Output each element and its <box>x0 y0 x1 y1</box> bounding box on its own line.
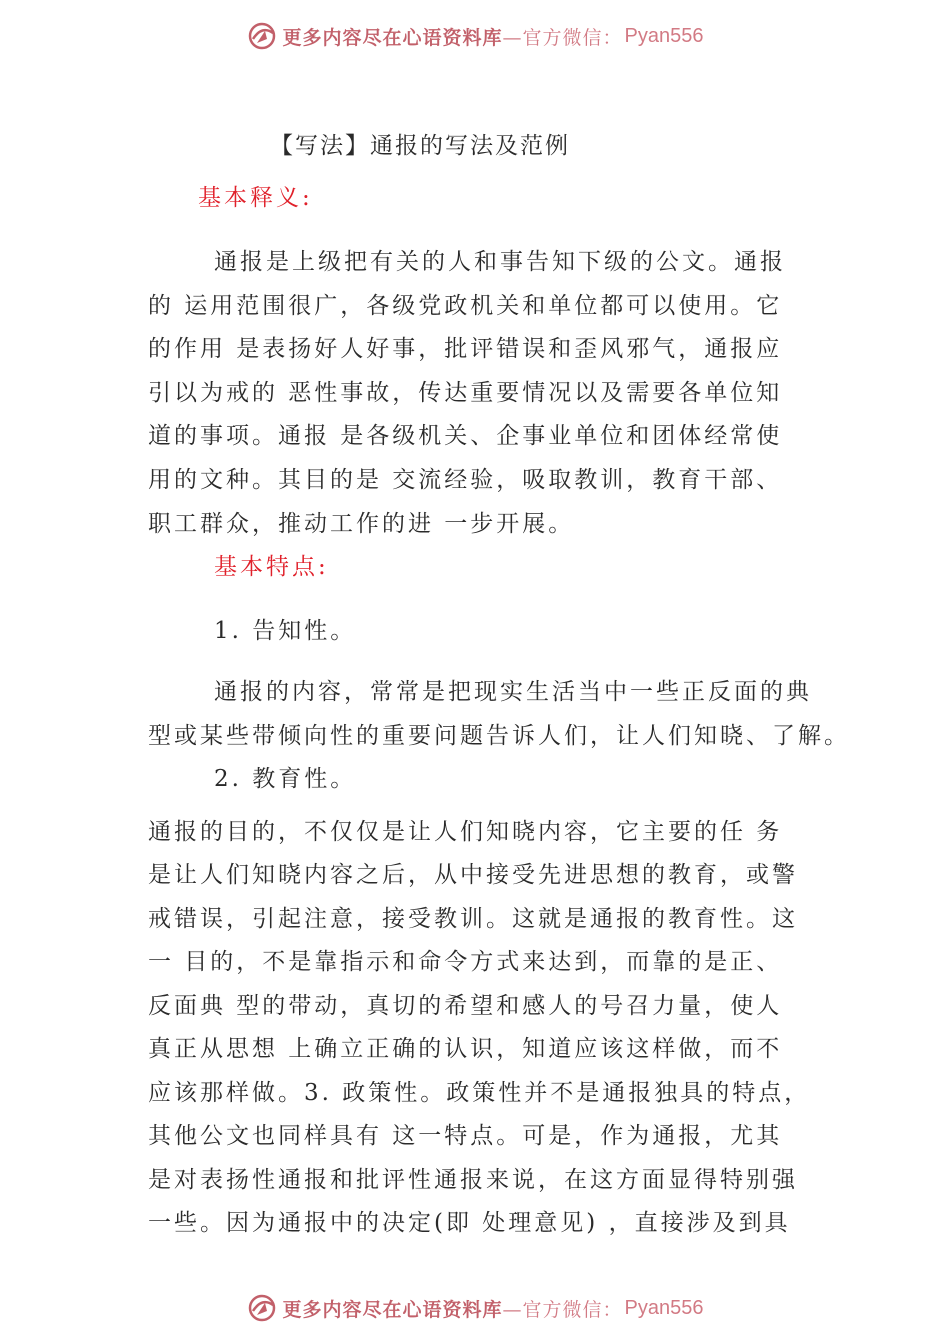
paragraph-line: 的作用 是表扬好人好事，批评错误和歪风邪气，通报应 <box>148 336 783 362</box>
watermark-contact: —官方微信： <box>502 26 623 49</box>
paragraph-line: 通报的内容，常常是把现实生活当中一些正反面的典 <box>214 679 812 705</box>
section-heading-definition: 基本释义: <box>198 185 313 211</box>
paragraph-line: 职工群众，推动工作的进 一步开展。 <box>148 511 575 537</box>
paragraph-line: 反面典 型的带动，真切的希望和感人的号召力量，使人 <box>148 993 783 1019</box>
paragraph-line: 一些。因为通报中的决定(即 处理意见) ，直接涉及到具 <box>148 1210 791 1236</box>
paragraph-line: 是让人们知晓内容之后，从中接受先进思想的教育，或警 <box>148 862 798 888</box>
paragraph-line: 其他公文也同样具有 这一特点。可是，作为通报，尤其 <box>148 1123 783 1149</box>
paragraph-line: 用的文种。其目的是 交流经验，吸取教训，教育干部、 <box>148 467 783 493</box>
document-title: 【写法】通报的写法及范例 <box>270 133 570 159</box>
paragraph-line: 引以为戒的 恶性事故，传达重要情况以及需要各单位知 <box>148 380 783 406</box>
paragraph-line: 型或某些带倾向性的重要问题告诉人们，让人们知晓、了解。 <box>148 723 850 749</box>
footer-watermark <box>0 1288 950 1328</box>
paragraph-line: 戒错误，引起注意，接受教训。这就是通报的教育性。这 <box>148 906 798 932</box>
list-item-heading: 2. 教育性。 <box>214 766 357 792</box>
watermark-contact: —官方微信： <box>502 1298 623 1321</box>
paragraph-line: 通报是上级把有关的人和事告知下级的公文。通报 <box>214 249 786 275</box>
list-item-heading: 1. 告知性。 <box>214 618 357 644</box>
brand-logo-icon <box>247 1293 277 1323</box>
paragraph-line: 一 目的，不是靠指示和命令方式来达到，而靠的是正、 <box>148 949 783 975</box>
paragraph-line: 真正从思想 上确立正确的认识，知道应该这样做，而不 <box>148 1036 783 1062</box>
watermark-brand: 更多内容尽在心语资料库 <box>282 26 503 49</box>
watermark-brand: 更多内容尽在心语资料库 <box>282 1298 503 1321</box>
brand-logo-icon <box>247 21 277 51</box>
watermark-id: Pyan556 <box>624 24 704 47</box>
section-heading-features: 基本特点: <box>214 554 329 580</box>
paragraph-line: 的 运用范围很广，各级党政机关和单位都可以使用。它 <box>148 293 783 319</box>
paragraph-line: 应该那样做。3. 政策性。政策性并不是通报独具的特点， <box>148 1080 811 1106</box>
paragraph-line: 是对表扬性通报和批评性通报来说，在这方面显得特别强 <box>148 1167 798 1193</box>
paragraph-line: 通报的目的，不仅仅是让人们知晓内容，它主要的任 务 <box>148 819 783 845</box>
paragraph-line: 道的事项。通报 是各级机关、企事业单位和团体经常使 <box>148 423 783 449</box>
header-watermark <box>0 16 950 56</box>
watermark-id: Pyan556 <box>624 1296 704 1319</box>
